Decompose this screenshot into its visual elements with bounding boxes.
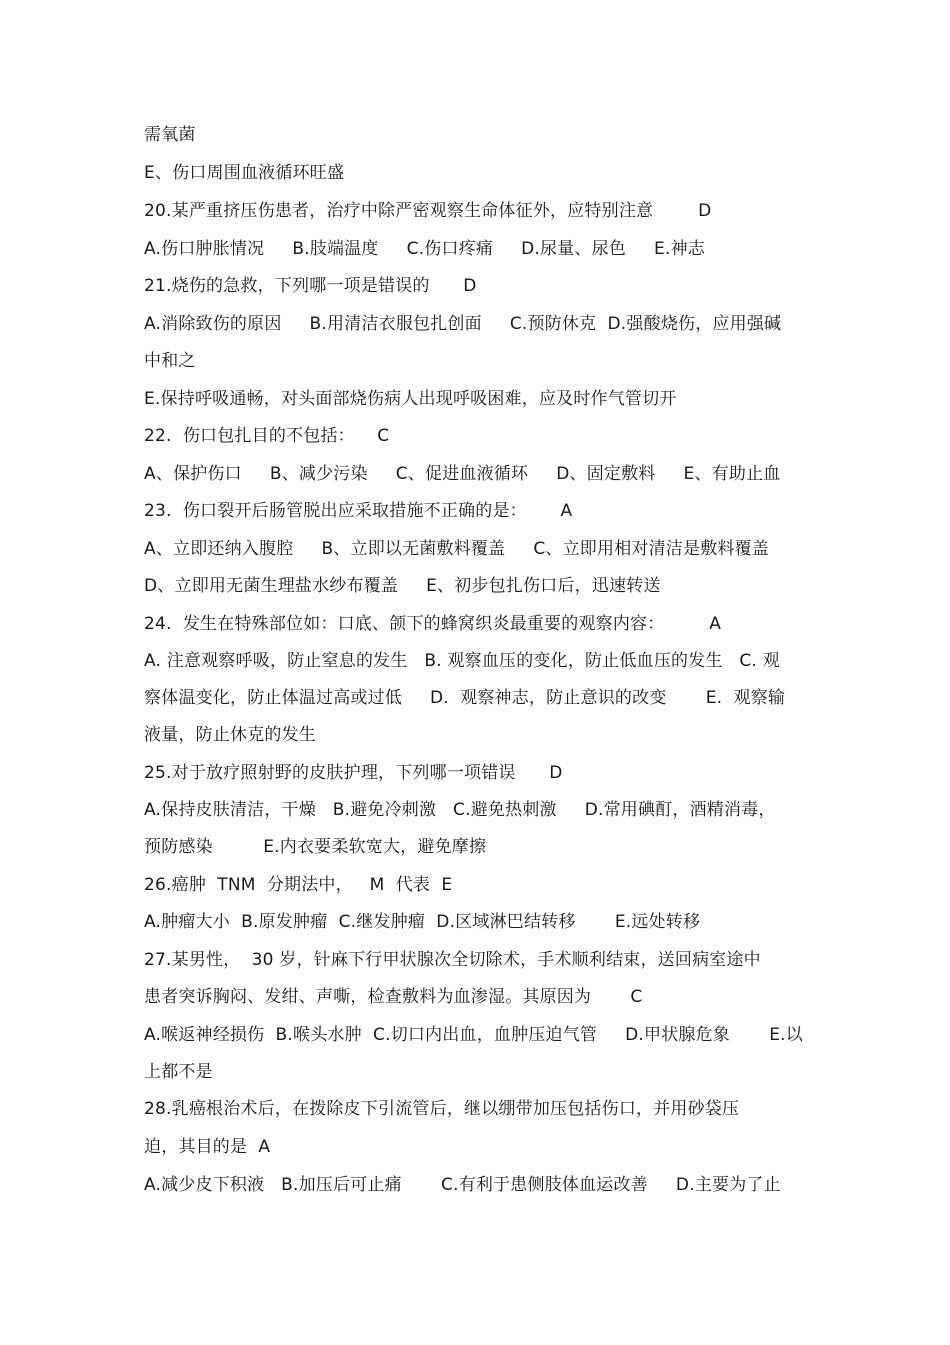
question-24-options-cont: 液量，防止休克的发生 [144,725,316,745]
question-20: 20.某严重挤压伤患者，治疗中除严密观察生命体征外，应特别注意 D [144,201,712,221]
question-25-options: A.保持皮肤清洁，干燥 B.避免冷刺激 C.避免热刺激 D.常用碘酊，酒精消毒， [144,800,776,820]
question-24-options: A. 注意观察呼吸，防止窒息的发生 B. 观察血压的变化，防止低血压的发生 C. 观 [144,651,780,671]
question-28: 28.乳癌根治术后，在拨除皮下引流管后，继以绷带加压包括伤口，并用砂袋压 [144,1099,740,1119]
question-27-options: A.喉返神经损伤 B.喉头水肿 C.切口内出血，血肿压迫气管 D.甲状腺危象 E.以 [144,1025,803,1045]
question-25-options-cont: 预防感染 E.内衣要柔软宽大，避免摩擦 [144,837,487,857]
text-line: E、伤口周围血液循环旺盛 [144,163,345,183]
question-26-options: A.肿瘤大小 B.原发肿瘤 C.继发肿瘤 D.区域淋巴结转移 E.远处转移 [144,912,701,932]
question-23: 23. 伤口裂开后肠管脱出应采取措施不正确的是： A [144,501,573,521]
question-23-options: A、立即还纳入腹腔 B、立即以无菌敷料覆盖 C、立即用相对清洁是敷料覆盖 [144,539,769,559]
question-24: 24. 发生在特殊部位如：口底、颌下的蜂窝织炎最重要的观察内容： A [144,614,722,634]
question-21-options-cont: 中和之 [144,351,196,371]
text-line: 需氧菌 [144,125,196,145]
question-20-options: A.伤口肿胀情况 B.肢端温度 C.伤口疼痛 D.尿量、尿色 E.神志 [144,239,705,259]
question-27-cont: 患者突诉胸闷、发绀、声嘶，检查敷料为血渗湿。其原因为 C [144,987,643,1007]
question-21: 21.烧伤的急救，下列哪一项是错误的 D [144,276,477,296]
question-22: 22. 伤口包扎目的不包括： C [144,426,390,446]
question-27-options-cont: 上都不是 [144,1062,213,1082]
question-27: 27.某男性， 30 岁，针麻下行甲状腺次全切除术，手术顺利结束，送回病室途中 [144,950,761,970]
question-28-cont: 迫，其目的是 A [144,1137,271,1157]
question-21-option-e: E.保持呼吸通畅，对头面部烧伤病人出现呼吸困难，应及时作气管切开 [144,389,677,409]
question-21-options: A.消除致伤的原因 B.用清洁衣服包扎创面 C.预防休克 D.强酸烧伤，应用强碱 [144,314,782,334]
question-26: 26.癌肿 TNM 分期法中， M 代表 E [144,875,453,895]
question-23-options-cont: D、立即用无菌生理盐水纱布覆盖 E、初步包扎伤口后，迅速转送 [144,576,661,596]
question-25: 25.对于放疗照射野的皮肤护理，下列哪一项错误 D [144,763,563,783]
question-28-options: A.减少皮下积液 B.加压后可止痛 C.有利于患侧肢体血运改善 D.主要为了止 [144,1175,781,1195]
question-24-options-cont: 察体温变化，防止体温过高或过低 D. 观察神志，防止意识的改变 E. 观察输 [144,688,786,708]
question-22-options: A、保护伤口 B、减少污染 C、促进血液循环 D、固定敷料 E、有助止血 [144,464,781,484]
